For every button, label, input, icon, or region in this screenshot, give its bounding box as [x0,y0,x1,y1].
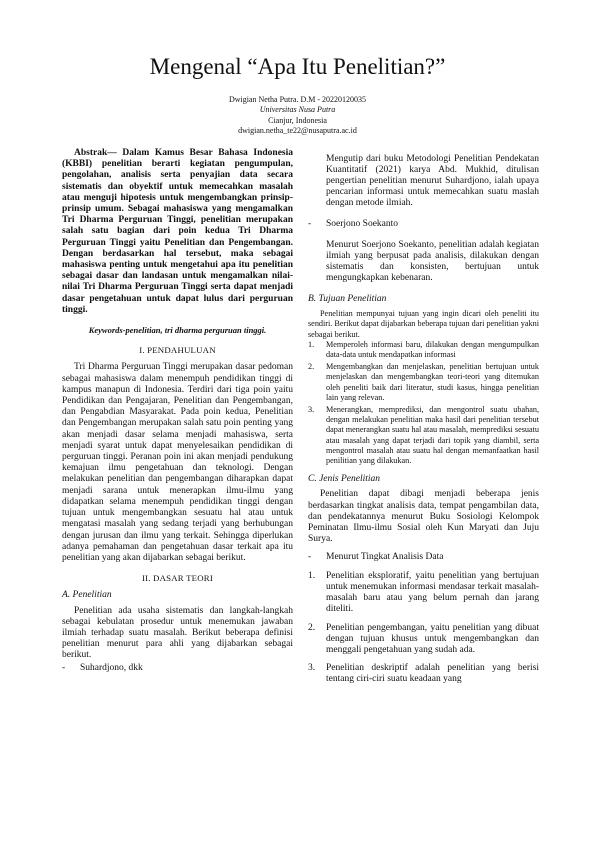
author-location: Cianjur, Indonesia [268,115,327,125]
dash-marker: - [308,219,312,230]
author-university: Universitas Nusa Putra [259,105,336,115]
jenis-list [308,571,539,686]
list-item [62,663,293,674]
list-item [308,663,539,685]
list-number: 3. [308,663,316,674]
subsection-jenis: C. Jenis Penelitian [308,474,381,485]
dash-marker: - [308,551,312,562]
keywords: Keywords-penelitian, tri dharma perguruan tinggi. [88,325,267,336]
list-text: Menerangkan, memprediksi, dan mengontrol suatu ubahan, dengan melakukan penelitian maka hasil dari penelitian tersebut dapat menerangkan suatu hal atau masalah, memprediksi sesuatu atau masalah yang dapat terjadi dari topik yang diambil, serta mengontrol masalah atau suatu hal dengan memanfaatkan hasil penilitian yang dilakukan. [326,405,539,466]
expert-quote: Menurut Soerjono Soekanto, penelitian adalah kegiatan ilmiah yang berpusat pada analisis, dilakukan dengan sistematis dan konsisten, bertujuan untuk mengungkapkan kebenaran. [326,239,539,284]
list-text: Mengembangkan dan menjelaskan, penelitian bertujuan untuk menjelaskan dan mengembangkan teori-teori yang ditemukan oleh peneliti baik dari literatur, studi kasus, hingga penelitian lain yang relevan. [326,362,539,402]
author-email[interactable]: dwigian.netha_te22@nusaputra.ac.id [238,126,357,136]
list-item [308,340,539,360]
right-column [308,144,539,693]
list-number: 2. [308,362,315,372]
tujuan-body: Penelitian mempunyai tujuan yang ingin dicari oleh peneliti itu sendiri. Berikut dapat dijabarkan beberapa tujuan dari penelitian yakni sebagai berikut. [308,309,539,339]
left-column [62,148,293,675]
abstract: Abstrak— Dalam Kamus Besar Bahasa Indonesia (KBBI) penelitian berarti kegiatan pengumpulan, pengolahan, analisis serta penyajian data secara sistematis dan obyektif untuk memecahkan masalah atau menguji hipotesis untuk mengembangkan prinsip-prinsip umum. Sebagai mahasiswa yang mengamalkan Tri Dharma Perguruan Tinggi, penelitian merupakan salah satu bagian dari poin kedua Tri Dharma Perguruan Tinggi yaitu Penelitian dan Pengembangan. Dengan berdasarkan hal tersebut, maka sebagai mahasiswa penting untuk mengetahui apa itu penelitian sebagai dasar dan landasan untuk mengamalkan nilai-nilai Tri Dharma Perguruan Tinggi serta dapat menjadi dasar pengetahuan untuk dapat lulus dari perguruan tinggi. [62,148,293,315]
author-block [0,95,595,137]
section-heading-pendahuluan: I. PENDAHULUAN [139,345,216,356]
list-number: 2. [308,622,316,633]
list-number: 1. [308,339,315,349]
subsection-tujuan: B. Tujuan Penelitian [308,294,387,305]
pendahuluan-body: Tri Dharma Perguruan Tinggi merupakan dasar pedoman sebagai mahasiswa dalam menempuh pendidikan tinggi di kampus manapun di Indonesia. Terdiri dari tiga poin yaitu Pendidikan dan Pengajaran, Penelitian dan Pengembangan, dan Pengabdian Masyarakat. Pada poin kedua, Penelitian dan Pengembangan merupakan salah satu poin penting yang akan menjadi dasar selama menjadi mahasiswa, serta menjadi syarat untuk dapat menyelesaikan pendidikan di perguruan tinggi. Peranan poin ini akan menjadi pendukung kemajuan ilmu pengetahuan dan teknologi. Dengan melakukan penelitian dan pengembangan diharapkan dapat menjadi sarana untuk menerapkan ilmu-ilmu yang didapatkan selama menempuh pendidikan tinggi dengan tujuan untuk mengembangkan sesuatu hal atau untuk mengatasi masalah yang sedang terjadi yang berhubungan dengan jurusan dan ilmu yang terkait. Sehingga diperlukan adanya pemahaman dan pengetahuan dasar terkait apa itu penelitian yang akan dijabarkan sebagai berikut. [62,362,293,563]
list-number: 1. [308,570,316,581]
jenis-body: Penelitian dapat dibagi menjadi beberapa jenis berdasarkan tingkat analisis data, tempat pengambilan data, dan pendekatannya menurut Buku Sosiologi Kelompok Peminatan Ilmu-ilmu Sosial oleh Kun Maryati dan Juju Surya. [308,489,539,545]
list-item [308,362,539,403]
expert-quote: Mengutip dari buku Metodologi Penelitian Pendekatan Kuantitatif (2021) karya Abd. Mukhid, ditulisan pengertian penelitian menurut Suhardjono, ialah upaya pencarian informasi untuk memecahkan suatu maslah dengan metode ilmiah. [326,153,539,209]
list-text: Penelitian pengembangan, yaitu penelitian yang dibuat dengan tujuan khusus untuk mengembangkan dan menggali pengetahuan yang sudah ada. [326,622,539,655]
list-text: Penelitian deskriptif adalah penelitian yang berisi tentang ciri-ciri suatu keadaan yang [326,663,539,685]
author-name: Dwigian Netha Putra. D.M - 20220120035 [228,95,367,104]
expert-name: Suhardjono, dkk [80,662,143,673]
paper-title: Mengenal “Apa Itu Penelitian?” [149,54,446,79]
jenis-category: Menurut Tingkat Analisis Data [326,551,444,562]
list-item [308,405,539,466]
subsection-penelitian: A. Penelitian [62,590,112,601]
section-heading-dasar-teori: II. DASAR TEORI [141,573,213,584]
list-item [308,219,539,230]
penelitian-body: Penelitian ada usaha sistematis dan langkah-langkah sebagai kebulatan prosedur untuk menemukan jawaban ilmiah terhadap suatu masalah. Berikut beberapa definisi penelitian menurut para ahli yang dijabarkan sebagai berikut. [62,605,293,661]
list-item [308,623,539,657]
list-number: 3. [308,405,315,415]
tujuan-list [308,340,539,466]
list-item [308,571,539,616]
list-text: Penelitian eksploratif, yaitu penelitian yang bertujuan untuk menemukan informasi mendasar terkait masalah-masalah baru atau yang belum pernah dan jarang diteliti. [326,570,539,615]
list-item [308,552,539,563]
dash-marker: - [62,662,66,673]
expert-name: Soerjono Soekanto [326,219,399,230]
list-text: Memperoleh informasi baru, dilakukan dengan mengumpulkan data-data untuk mendapatkan informasi [326,339,539,360]
